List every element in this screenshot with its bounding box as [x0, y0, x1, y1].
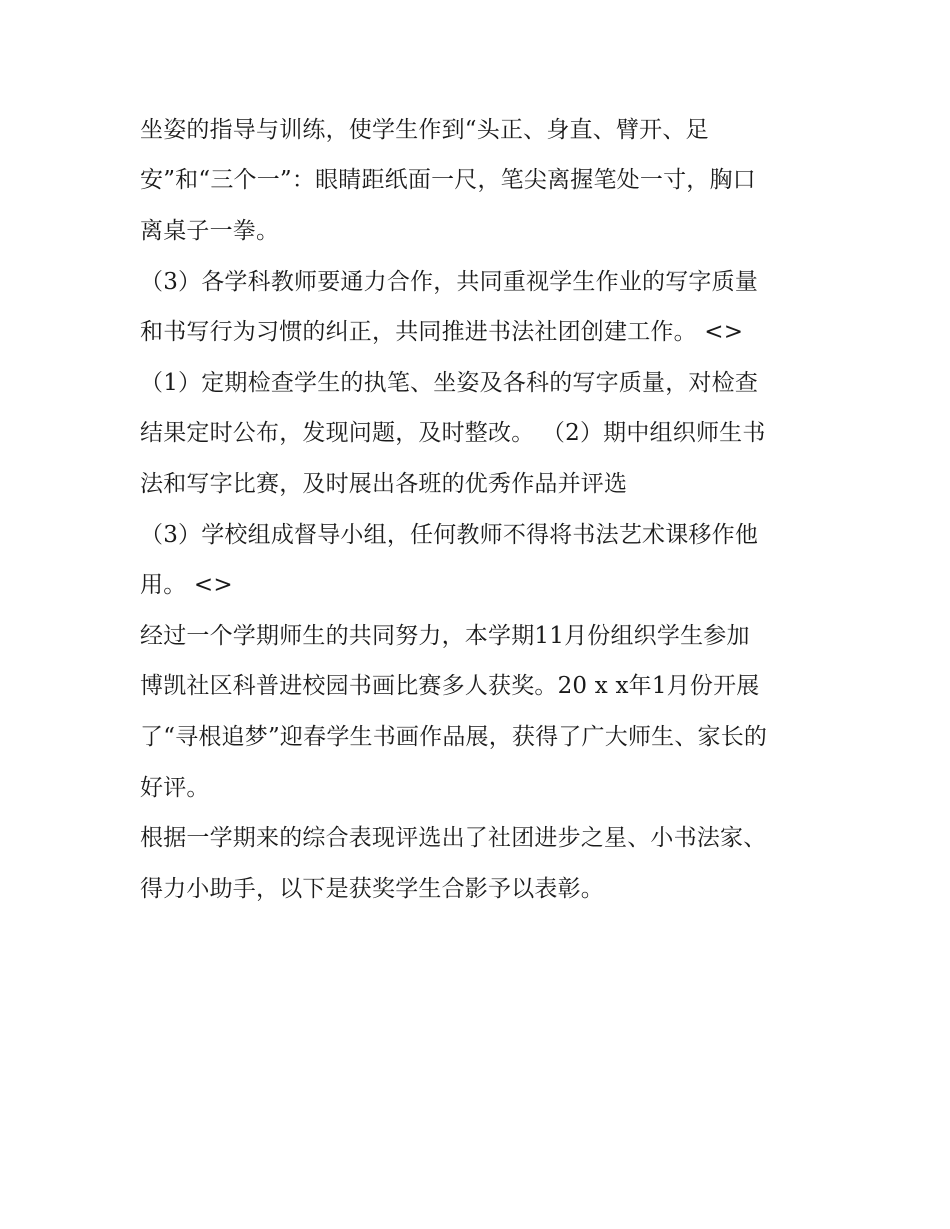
text-line: 用。 <> [140, 572, 233, 598]
text-line: 经过一个学期师生的共同努力，本学期11月份组织学生参加 [140, 623, 750, 649]
text-line: 得力小助手，以下是获奖学生合影予以表彰。 [140, 876, 604, 902]
text-line: 坐姿的指导与训练，使学生作到“头正、身直、臂开、足 [140, 117, 709, 143]
text-line: 和书写行为习惯的纠正，共同推进书法社团创建工作。 <> [140, 319, 744, 345]
text-line: （1）定期检查学生的执笔、坐姿及各科的写字质量，对检查 [140, 370, 759, 396]
text-line: 安”和“三个一”：眼睛距纸面一尺，笔尖离握笔处一寸，胸口 [140, 167, 756, 193]
text-line: 结果定时公布，发现问题，及时整改。 （2）期中组织师生书 [140, 420, 766, 446]
text-line: 了“寻根追梦”迎春学生书画作品展，获得了广大师生、家长的 [140, 724, 768, 750]
text-line: （3）学校组成督导小组，任何教师不得将书法艺术课移作他 [140, 522, 759, 548]
text-line: 法和写字比赛，及时展出各班的优秀作品并评选 [140, 471, 628, 497]
text-line: 根据一学期来的综合表现评选出了社团进步之星、小书法家、 [140, 825, 767, 851]
text-line: （3）各学科教师要通力合作，共同重视学生作业的写字质量 [140, 269, 759, 295]
text-line: 博凯社区科普进校园书画比赛多人获奖。20 x x年1月份开展 [140, 673, 760, 699]
text-line: 好评。 [140, 775, 210, 801]
text-line: 离桌子一拳。 [140, 218, 280, 244]
